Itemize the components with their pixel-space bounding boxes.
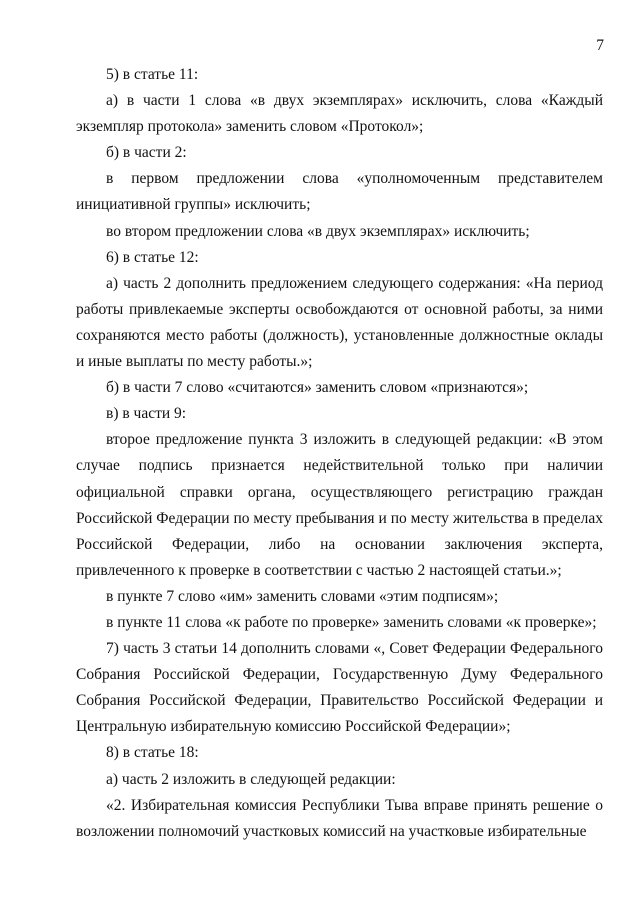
paragraph-point-3: второе предложение пункта 3 изложить в следующей редакции: «В этом случае подпись признается недействительной только при наличии официальной справки органа, осуществляющего регистрацию граждан Российской Федерации по месту пребывания и по месту жительства в пределах Российской Федерации, либо на основании заключения эксперта, привлеченного к проверке в соответствии с частью 2 настоящей статьи.»;: [76, 431, 603, 579]
paragraph-article-11-part-1: а) в части 1 слова «в двух экземплярах» исключить, слова «Каждый экземпляр протокола» заменить словом «Протокол»;: [76, 92, 603, 136]
paragraph-second-sentence: во втором предложении слова «в двух экземплярах» исключить;: [106, 222, 530, 240]
paragraph-article-12-part-2: а) часть 2 дополнить предложением следующего содержания: «На период работы привлекаемые эксперты освобождаются от основной работы, за ними сохраняются место работы (должность), установленные должностные оклады и иные выплаты по месту работы.»;: [76, 274, 603, 371]
paragraph-point-7: в пункте 7 слово «им» заменить словами «этим подписям»;: [106, 587, 499, 605]
paragraph-point-11: в пункте 11 слова «к работе по проверке» заменить словами «к проверке»;: [106, 613, 597, 631]
paragraph-article-12-part-7: б) в части 7 слово «считаются» заменить словом «признаются»;: [106, 379, 529, 397]
paragraph-article-11-part-2: б) в части 2:: [106, 144, 187, 162]
paragraph-article-12-part-9: в) в части 9:: [106, 405, 187, 423]
paragraph-article-11: 5) в статье 11:: [106, 66, 199, 83]
paragraph-new-part-2: «2. Избирательная комиссия Республики Тыва вправе принять решение о возложении полномочий участковых комиссий на участковые избирательные: [76, 796, 603, 840]
page-number: 7: [596, 37, 604, 54]
paragraph-article-18: 8) в статье 18:: [106, 744, 199, 762]
paragraph-article-12: 6) в статье 12:: [106, 248, 199, 266]
document-body: [76, 62, 603, 845]
paragraph-article-14: 7) часть 3 статьи 14 дополнить словами «, Совет Федерации Федерального Собрания Российской Федерации, Государственную Думу Федерального Собрания Российской Федерации, Правительство Российской Федерации и Центральную избирательную комиссию Российской Федерации»;: [76, 640, 603, 736]
paragraph-first-sentence: в первом предложении слова «уполномоченным представителем инициативной группы» исключить;: [76, 170, 603, 214]
paragraph-article-18-part-2: а) часть 2 изложить в следующей редакции:: [106, 770, 396, 788]
